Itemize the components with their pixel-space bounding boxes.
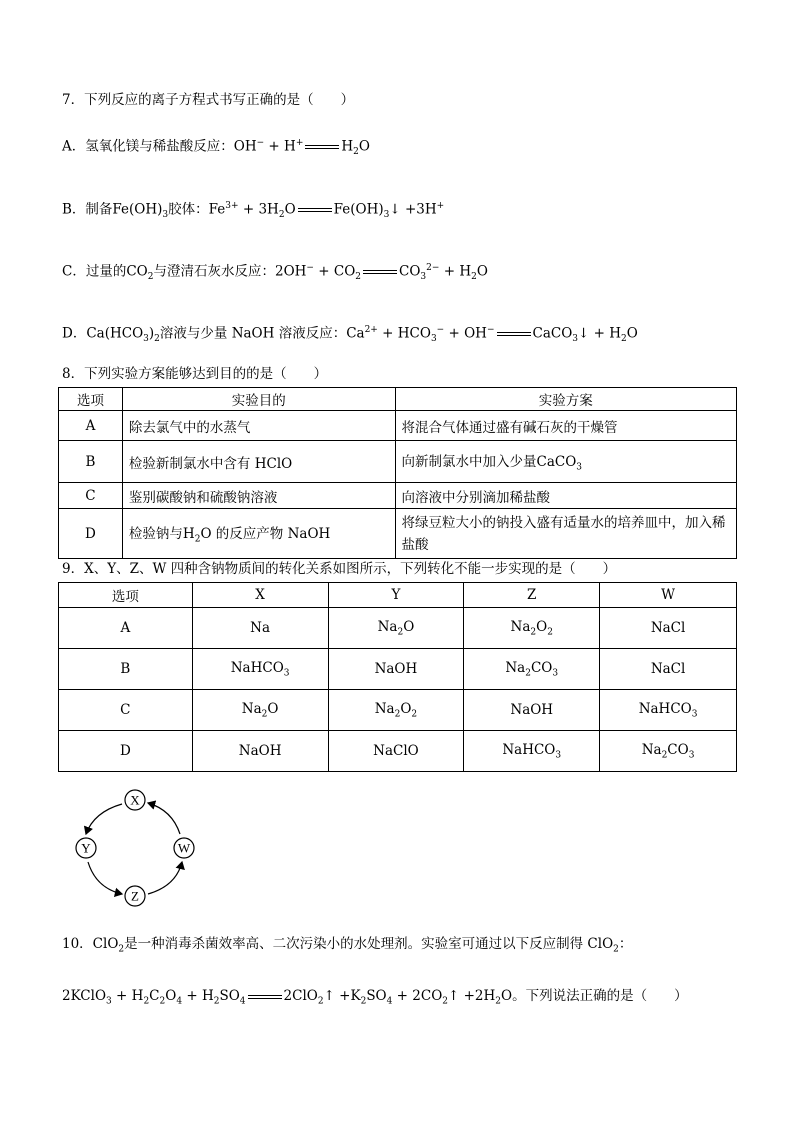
plan-cell: 向溶液中分别滴加稀盐酸: [395, 483, 736, 509]
option-cell: B: [59, 649, 193, 690]
q10-tail: 。下列说法正确的是（ ）: [512, 988, 688, 1004]
formula-cell: NaCl: [600, 649, 737, 690]
option-cell: A: [59, 411, 123, 441]
formula-cell: NaOH: [464, 690, 600, 731]
table-row: [59, 483, 737, 509]
q10-equation: 2KClO$_3$ + $H_2C_2O_4 + H_2SO_4$ 2ClO$_2$↑ $+K_2SO_4$ + $2CO_2↑ +2H_2O$。下列说法正确的是（ ）: [62, 988, 688, 1007]
plan-cell: 将混合气体通过盛有碱石灰的干燥管: [395, 411, 736, 441]
option-cell: C: [59, 483, 123, 509]
q7-option-b[interactable]: B．制备$Fe(OH)_3$胶体：$Fe^{3+} + 3H_2O$ $Fe(OH)_3↓ +3H^+$: [62, 201, 445, 221]
table-row: [59, 411, 737, 441]
equals-sign: [298, 205, 332, 215]
goal-cell: 鉴别碳酸钠和硫酸钠溶液: [122, 483, 395, 509]
header-cell: 实验目的: [122, 388, 395, 411]
header-cell: X: [192, 583, 328, 608]
q8-stem: 8．下列实验方案能够达到目的的是（ ）: [62, 366, 328, 382]
header-cell: Y: [328, 583, 464, 608]
option-cell: A: [59, 608, 193, 649]
header-cell: W: [600, 583, 737, 608]
node-x: [125, 790, 145, 810]
formula-cell: Na: [192, 608, 328, 649]
plan-cell: 向新制氯水中加入少量CaCO$_3$: [395, 441, 736, 483]
q9-table: [58, 582, 737, 772]
option-cell: C: [59, 690, 193, 731]
arrow-z-to-w: [148, 862, 182, 894]
equals-sign: [305, 142, 339, 152]
table-row: [59, 509, 737, 559]
table-row: [59, 731, 737, 772]
goal-cell: 除去氯气中的水蒸气: [122, 411, 395, 441]
formula-cell: NaCl: [600, 608, 737, 649]
equals-sign: [363, 267, 397, 277]
goal-text: 检验钠与: [128, 526, 183, 543]
option-cell: B: [59, 441, 123, 483]
formula-cell: $Na_2CO_3$: [600, 731, 737, 772]
header-cell: 实验方案: [395, 388, 736, 411]
arrow-w-to-x: [148, 803, 180, 834]
q7-stem: 7．下列反应的离子方程式书写正确的是（ ）: [62, 92, 355, 108]
formula-cell: NaHCO$_3$: [192, 649, 328, 690]
q10-stem: 10．ClO$_2$是一种消毒杀菌效率高、二次污染小的水处理剂。实验室可通过以下反应制得 ClO$_2$：: [62, 936, 633, 955]
q10-stem-middle: 是一种消毒杀菌效率高、二次污染小的水处理剂。实验室可通过以下反应制得 ClO: [124, 936, 614, 952]
node-y: [76, 838, 96, 858]
table-row: [59, 441, 737, 483]
q7-option-c[interactable]: C．过量的$CO_2$与澄清石灰水反应：$2OH^- + CO_2$ $CO_3^{2-} + H_2O$: [62, 263, 488, 283]
header-cell: 选项: [59, 388, 123, 411]
option-cell: D: [59, 509, 123, 559]
node-w: [174, 838, 194, 858]
conversion-cycle-diagram: [66, 786, 206, 916]
table-header-row: [59, 583, 737, 608]
table-header-row: [59, 388, 737, 411]
table-row: [59, 608, 737, 649]
table-row: [59, 690, 737, 731]
node-y-label: Y: [81, 840, 91, 856]
q7-option-c-label: C．过量的: [62, 263, 127, 280]
table-row: [59, 649, 737, 690]
node-x-label: X: [130, 792, 140, 808]
arrow-y-to-z: [88, 862, 122, 894]
formula-cell: $Na_2O_2$: [328, 690, 464, 731]
q7-option-d-label: D．: [62, 325, 87, 342]
q10-stem-start: 10．ClO: [62, 936, 119, 952]
q7-option-a-label: A．氢氧化镁与稀盐酸反应：: [62, 138, 234, 155]
formula-cell: NaOH: [328, 649, 464, 690]
equals-sign: [248, 992, 282, 1002]
goal-cell: 检验新制氯水中含有 HClO: [122, 441, 395, 483]
q8-table: [58, 387, 737, 559]
q7-option-b-label: B．制备: [62, 201, 113, 218]
q7-option-d[interactable]: D．$Ca(HCO_3)_2$溶液与少量 NaOH 溶液反应：$Ca^{2+} + HCO_3^- + OH^-$ CaCO$_3$↓ + $H_2O$: [62, 325, 638, 345]
equals-sign: [497, 329, 531, 339]
formula-cell: $Na_2O$: [328, 608, 464, 649]
plan-cell: 将绿豆粒大小的钠投入盛有适量水的培养皿中，加入稀盐酸: [395, 509, 736, 559]
formula-cell: $Na_2CO_3$: [464, 649, 600, 690]
formula-cell: NaClO: [328, 731, 464, 772]
formula-cell: NaHCO$_3$: [600, 690, 737, 731]
node-z-label: Z: [131, 888, 139, 904]
option-cell: D: [59, 731, 193, 772]
goal-cell: 检验钠与$H_2O$ 的反应产物 NaOH: [122, 509, 395, 559]
header-cell: Z: [464, 583, 600, 608]
q7-option-a[interactable]: A．氢氧化镁与稀盐酸反应：OH− + H+ $H_2O$: [62, 138, 370, 158]
formula-cell: $Na_2O$: [192, 690, 328, 731]
plan-text: 向新制氯水中加入少量: [401, 454, 537, 471]
q9-stem: 9．X、Y、Z、W 四种含钠物质间的转化关系如图所示，下列转化不能一步实现的是（ ）: [62, 561, 617, 577]
node-z: [125, 886, 145, 906]
formula-cell: NaHCO$_3$: [464, 731, 600, 772]
formula-cell: NaOH: [192, 731, 328, 772]
header-cell: 选项: [59, 583, 193, 608]
node-w-label: W: [177, 840, 191, 856]
formula-cell: $Na_2O_2$: [464, 608, 600, 649]
arrow-x-to-y: [86, 804, 122, 834]
